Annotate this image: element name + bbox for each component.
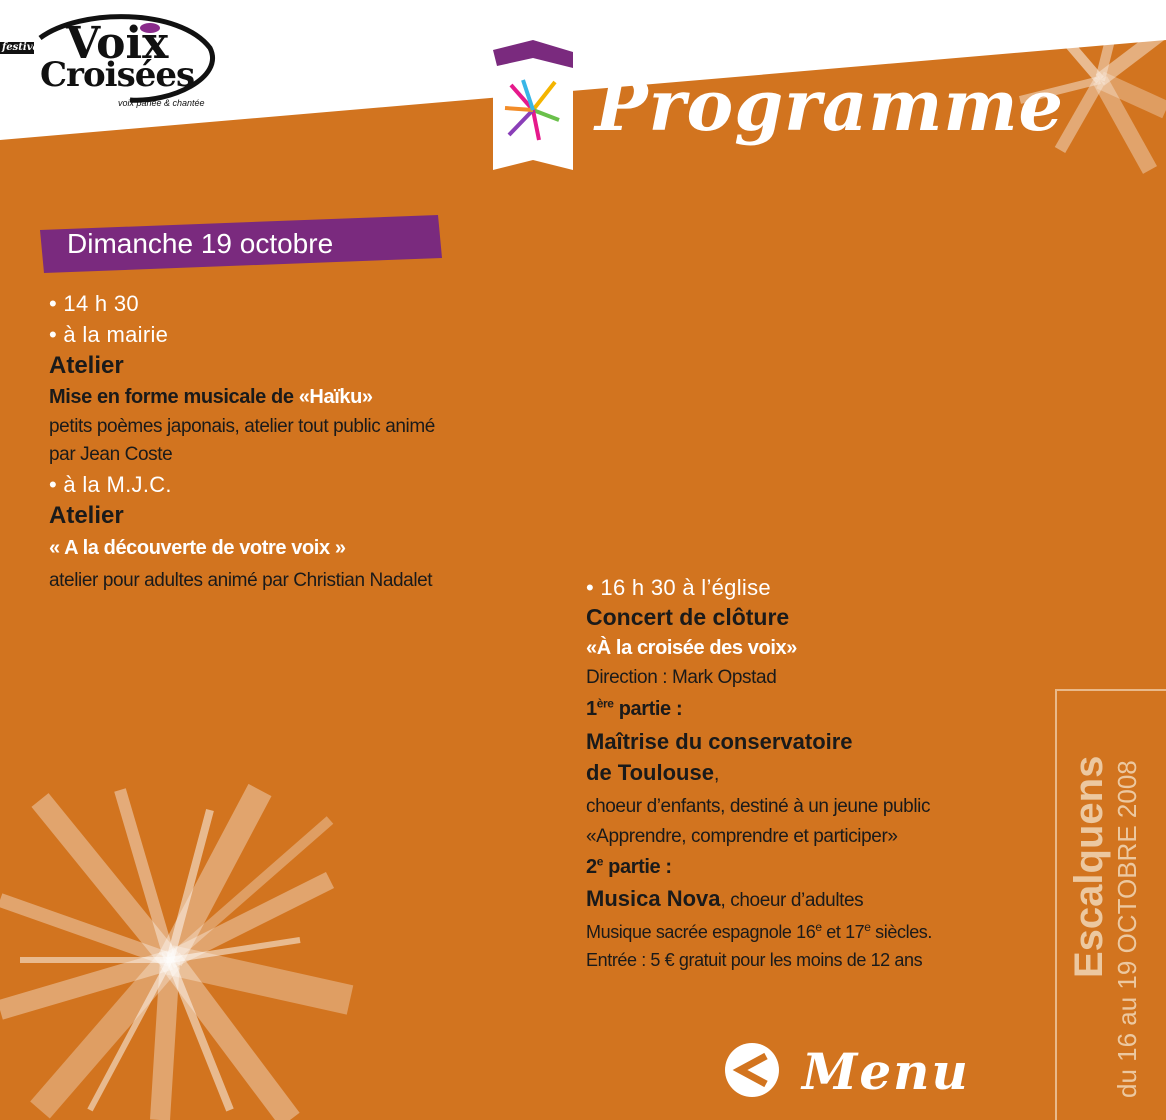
starburst-bottom-left bbox=[0, 790, 350, 1120]
part1-sup: ère bbox=[596, 696, 614, 711]
part1-heading bbox=[586, 692, 1026, 726]
event1-desc-line1: petits poèmes japonais, atelier tout public animé bbox=[49, 416, 435, 437]
logo-festival-text: festival bbox=[2, 42, 43, 53]
time-1430: • 14 h 30 bbox=[49, 291, 139, 316]
event1-type: Atelier bbox=[49, 352, 124, 379]
part2-num: 2 bbox=[586, 856, 597, 878]
place-mairie: • à la mairie bbox=[49, 322, 169, 347]
part2-music bbox=[586, 918, 1026, 946]
part2-label: partie : bbox=[603, 856, 672, 878]
menu-label: Menu bbox=[802, 1042, 970, 1101]
part1-group-line2-text: de Toulouse bbox=[586, 760, 714, 785]
part2-group-rest: , choeur d’adultes bbox=[720, 890, 864, 911]
part2-group: Musica Nova bbox=[586, 886, 721, 911]
concert-direction: Direction : Mark Opstad bbox=[586, 667, 777, 688]
part1-group-line2 bbox=[586, 758, 1026, 791]
logo-croisees-text: Croisées bbox=[40, 55, 195, 95]
part2-music-post: siècles. bbox=[870, 922, 932, 942]
part1-desc2: «Apprendre, comprendre et participer» bbox=[586, 826, 898, 847]
part1-desc1: choeur d’enfants, destiné à un jeune public bbox=[586, 796, 931, 817]
day-banner-text: Dimanche 19 octobre bbox=[67, 228, 334, 259]
event1-title-pre: Mise en forme musicale de bbox=[49, 386, 299, 408]
part2-music-sup2: e bbox=[864, 920, 871, 934]
part2-sup: e bbox=[596, 854, 604, 869]
menu-button[interactable] bbox=[722, 1040, 972, 1102]
event1-title-quote: «Haïku» bbox=[298, 386, 373, 408]
left-column bbox=[49, 289, 569, 597]
concert-title: Concert de clôture bbox=[586, 604, 790, 630]
logo-voix-text: Voix bbox=[66, 18, 169, 69]
event2-desc: atelier pour adultes animé par Christian Nadalet bbox=[49, 570, 433, 591]
part1-label: partie : bbox=[613, 698, 683, 720]
side-dates: du 16 au 19 OCTOBRE 2008 bbox=[1112, 760, 1142, 1098]
event1-desc-line2: par Jean Coste bbox=[49, 444, 173, 465]
concert-time-place: • 16 h 30 à l’église bbox=[586, 575, 771, 600]
event2-type: Atelier bbox=[49, 502, 124, 529]
logo-tagline: voix parlée & chantée bbox=[118, 98, 205, 108]
right-column bbox=[586, 574, 1026, 974]
event1-title bbox=[49, 381, 569, 413]
part1-group-line1: Maîtrise du conservatoire bbox=[586, 729, 853, 754]
entry-price: Entrée : 5 € gratuit pour les moins de 12 ans bbox=[586, 950, 923, 970]
part2-music-mid: et 17 bbox=[821, 922, 865, 942]
page-title: Programme bbox=[595, 64, 1065, 147]
part2-group-line bbox=[586, 883, 1026, 918]
place-mjc: • à la M.J.C. bbox=[49, 472, 172, 497]
concert-subtitle: «À la croisée des voix» bbox=[586, 637, 797, 659]
booklet-icon bbox=[493, 40, 573, 170]
part2-heading bbox=[586, 851, 1026, 883]
part1-comma: , bbox=[713, 764, 719, 785]
festival-logo[interactable] bbox=[0, 8, 230, 118]
part2-music-sup1: e bbox=[815, 920, 822, 934]
event2-title: « A la découverte de votre voix » bbox=[49, 537, 346, 559]
side-city: Escalquens bbox=[1067, 755, 1111, 978]
part2-music-pre: Musique sacrée espagnole 16 bbox=[586, 922, 816, 942]
part1-num: 1 bbox=[586, 698, 597, 720]
